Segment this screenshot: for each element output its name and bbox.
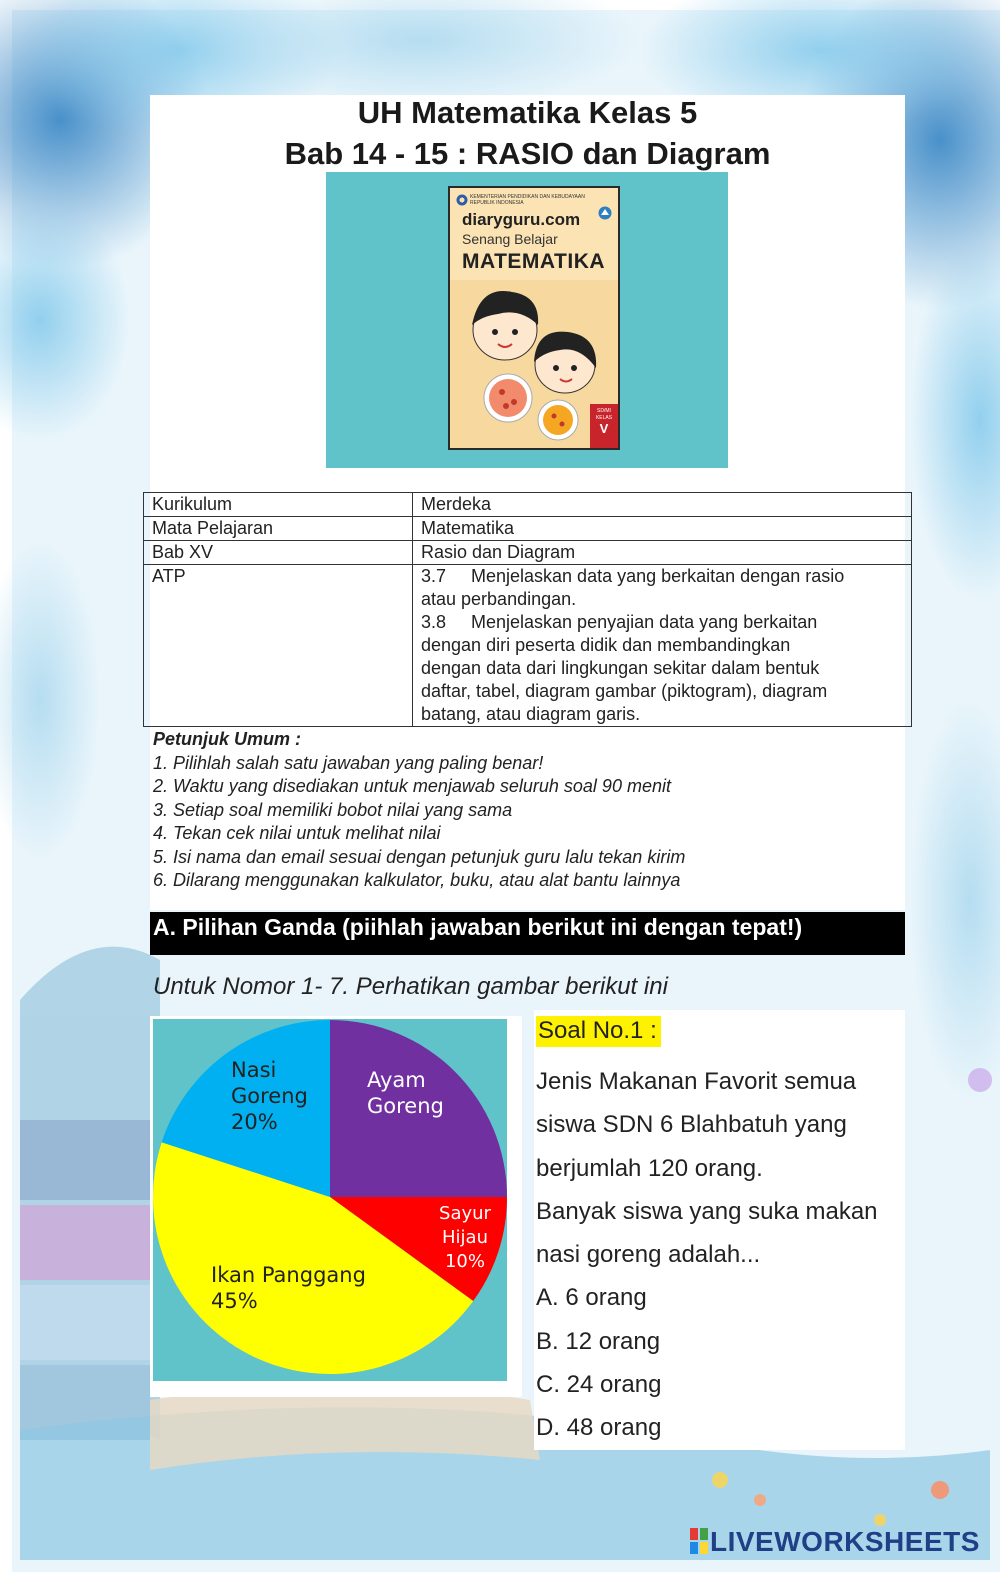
question-line: siswa SDN 6 Blahbatuh yang xyxy=(536,1111,847,1139)
pie-slice-label: Ikan Panggang 45% xyxy=(211,1263,366,1313)
table-row xyxy=(144,541,912,565)
answer-option-d[interactable]: D. 48 orang xyxy=(536,1414,662,1442)
instructions-heading: Petunjuk Umum : xyxy=(153,729,302,749)
atp-text: Menjelaskan penyajian data yang berkaitan xyxy=(471,612,818,632)
cover-site-text: diaryguru.com xyxy=(462,210,581,229)
question-line: nasi goreng adalah... xyxy=(536,1241,761,1269)
grade-badge-value: V xyxy=(599,421,609,436)
question-line: Banyak siswa yang suka makan xyxy=(536,1197,878,1225)
instruction-item: 4. Tekan cek nilai untuk melihat nilai xyxy=(153,823,441,843)
table-cell-value: Rasio dan Diagram xyxy=(413,541,912,565)
pie-slice-label: Sayur Hijau 10% xyxy=(439,1203,491,1272)
question-label: Soal No.1 : xyxy=(536,1016,661,1047)
atp-number: 3.8 xyxy=(421,612,447,632)
instruction-item: 6. Dilarang menggunakan kalkulator, buku, atau alat bantu lainnya xyxy=(153,870,681,890)
book-cover-image xyxy=(448,186,620,450)
pie-slice-label: Nasi Goreng 20% xyxy=(231,1058,308,1134)
liveworksheets-brand xyxy=(690,1526,980,1558)
instruction-item: 3. Setiap soal memiliki bobot nilai yang sama xyxy=(153,799,513,820)
table-cell-value: Matematika xyxy=(413,517,912,541)
cover-series-text: Senang Belajar xyxy=(462,231,558,247)
grade-badge xyxy=(590,404,618,448)
atp-item xyxy=(421,565,903,588)
instructions xyxy=(153,728,685,893)
intro-text: Untuk Nomor 1- 7. Perhatikan gambar berikut ini xyxy=(153,973,668,1000)
question-line: Jenis Makanan Favorit semua xyxy=(536,1068,857,1095)
info-table xyxy=(143,492,912,727)
atp-text: atau perbandingan. xyxy=(421,589,577,609)
table-cell-key: Bab XV xyxy=(144,541,413,565)
atp-text: batang, atau diagram garis. xyxy=(421,704,641,724)
atp-item xyxy=(421,611,903,634)
section-header: A. Pilihan Ganda (piihlah jawaban berikut ini dengan tepat!) xyxy=(150,912,905,955)
table-cell-key: ATP xyxy=(144,565,413,727)
answer-option-c[interactable]: C. 24 orang xyxy=(536,1371,662,1399)
atp-text: dengan diri peserta didik dan membandingkan xyxy=(421,635,791,655)
table-cell-value: Merdeka xyxy=(413,493,912,517)
brand-text: LIVEWORKSHEETS xyxy=(710,1526,980,1557)
answer-option-a[interactable]: A. 6 orang xyxy=(536,1284,647,1312)
atp-text: daftar, tabel, diagram gambar (piktogram), diagram xyxy=(421,681,828,701)
cover-org-text: KEMENTERIAN PENDIDIKAN DAN KEBUDAYAAN REPUBLIK INDONESIA xyxy=(470,194,585,206)
table-cell-key: Mata Pelajaran xyxy=(144,517,413,541)
table-row xyxy=(144,565,912,727)
curriculum-logo-icon xyxy=(598,206,612,220)
atp-number: 3.7 xyxy=(421,566,447,586)
pie-chart xyxy=(153,1019,507,1381)
question-line: berjumlah 120 orang. xyxy=(536,1154,763,1182)
instruction-item: 5. Isi nama dan email sesuai dengan petunjuk guru lalu tekan kirim xyxy=(153,846,686,867)
atp-text: Menjelaskan data yang berkaitan dengan rasio xyxy=(471,566,845,586)
page-title: UH Matematika Kelas 5 xyxy=(357,95,698,130)
grade-badge-label: SD/MI KELAS xyxy=(595,408,613,421)
ministry-logo-icon xyxy=(456,194,468,206)
question-body xyxy=(536,1060,901,1450)
table-cell-key: Kurikulum xyxy=(144,493,413,517)
atp-text: dengan data dari lingkungan sekitar dalam bentuk xyxy=(421,658,820,678)
table-row xyxy=(144,517,912,541)
instruction-item: 2. Waktu yang disediakan untuk menjawab seluruh soal 90 menit xyxy=(153,776,671,796)
table-row xyxy=(144,493,912,517)
answer-option-b[interactable]: B. 12 orang xyxy=(536,1327,661,1355)
page-subtitle: Bab 14 - 15 : RASIO dan Diagram xyxy=(284,136,771,171)
pie-slice-label: Ayam Goreng xyxy=(367,1068,444,1118)
cover-subject-text: MATEMATIKA xyxy=(462,250,606,273)
table-cell-value xyxy=(413,565,912,727)
liveworksheets-logo-icon xyxy=(690,1528,708,1554)
instruction-item: 1. Pilihlah salah satu jawaban yang paling benar! xyxy=(153,752,544,773)
